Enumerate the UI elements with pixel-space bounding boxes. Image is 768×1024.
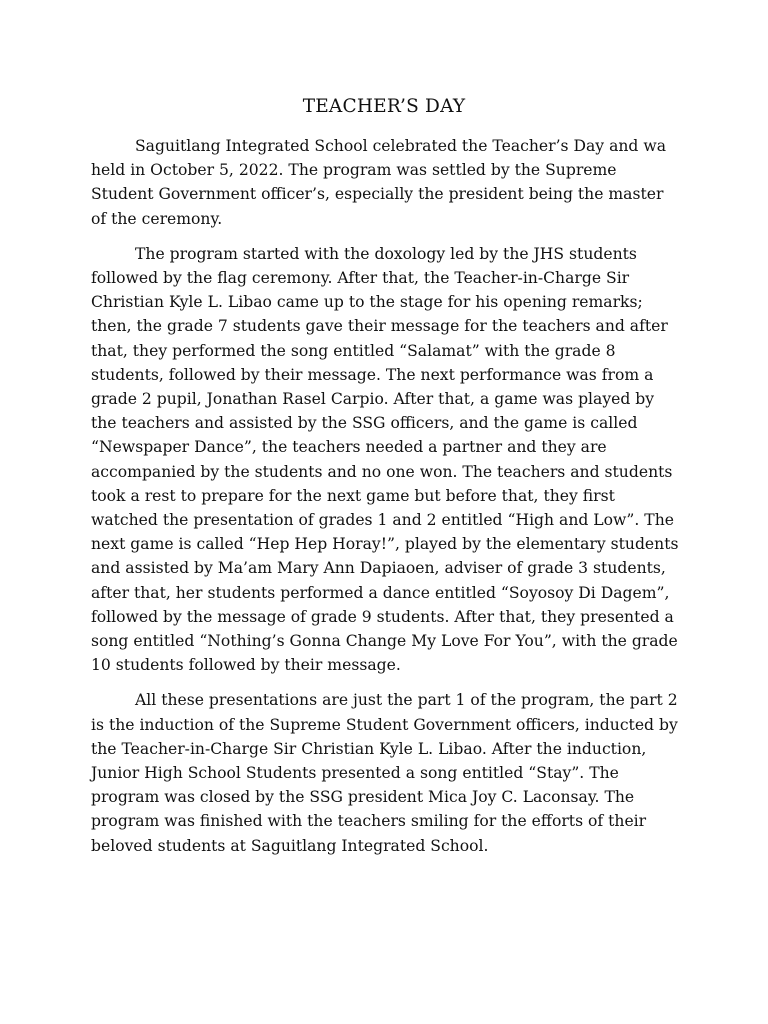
paragraph-3: All these presentations are just the part 1 of the program, the part 2 is the induction of the Supreme Student Government officers, inducted by the Teacher-in-Charge Sir Christian Kyle L. Libao. After the induction, Junior High School Students presented a song entitled “Stay”. The program was closed by the SSG president Mica Joy C. Laconsay. The program was finished with the teachers smiling for the efforts of their beloved students at Saguitlang Integrated School.	[91, 691, 678, 855]
paragraph-2: The program started with the doxology led by the JHS students followed by the flag ceremony. After that, the Teacher-in-Charge Sir Christian Kyle L. Libao came up to the stage for his opening remarks; then, the grade 7 students gave their message for the teachers and after that, they performed the song entitled “Salamat” with the grade 8 students, followed by their message. The next performance was from a grade 2 pupil, Jonathan Rasel Carpio. After that, a game was played by the teachers and assisted by the SSG officers, and the game is called “Newspaper Dance”, the teachers needed a partner and they are accompanied by the students and no one won. The teachers and students took a rest to prepare for the next game but before that, they first watched the presentation of grades 1 and 2 entitled “High and Low”. The next game is called “Hep Hep Horay!”, played by the elementary students and assisted by Ma’am Mary Ann Dapiaoen, adviser of grade 3 students, after that, her students performed a dance entitled “Soyosoy Di Dagem”, followed by the message of grade 9 students. After that, they presented a song entitled “Nothing’s Gonna Change My Love For You”, with the grade 10 students followed by their message.	[91, 244, 679, 675]
document-body	[91, 134, 681, 858]
paragraph-1: Saguitlang Integrated School celebrated the Teacher’s Day and wa held in October 5, 2022. The program was settled by the Supreme Student Government officer’s, especially the president being the master of the ceremony.	[91, 137, 666, 228]
document-title: TEACHER’S DAY	[302, 96, 466, 117]
